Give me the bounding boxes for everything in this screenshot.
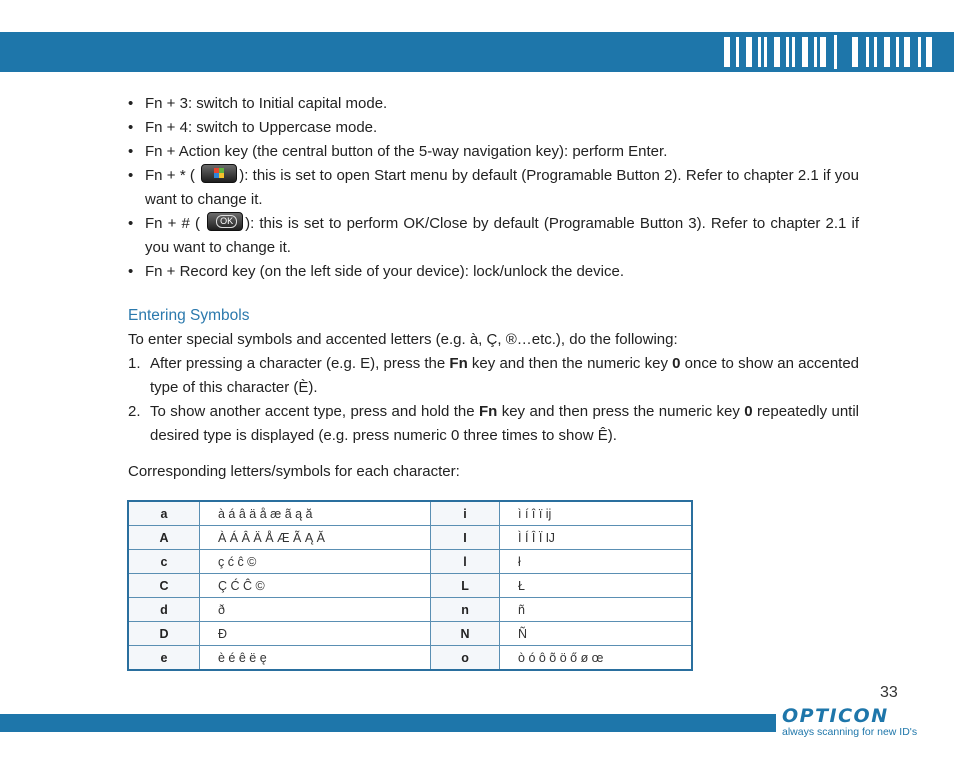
list-item: 1. After pressing a character (e.g. E), press the Fn key and then the numeric key 0 once to show an accented type of this character (È). (128, 355, 860, 396)
shortcut-list (128, 92, 859, 284)
table-row: A À Á Â Ä Å Æ Ã Ą Ă I Ì Í Î Ï Ĳ (128, 526, 692, 550)
page-content (128, 92, 859, 484)
table-row: C Ç Ć Ĉ © L Ł (128, 574, 692, 598)
table-row: c ç ć ĉ © l ł (128, 550, 692, 574)
footer-tagline: always scanning for new ID's (782, 726, 918, 738)
list-item: • Fn + Record key (on the left side of your device): lock/unlock the device. (128, 263, 624, 280)
start-button-icon (201, 164, 237, 183)
list-item: • Fn + Action key (the central button of the 5-way navigation key): perform Enter. (128, 143, 668, 160)
section-title: Entering Symbols (128, 307, 250, 324)
barcode-graphic (724, 35, 934, 69)
table-row: D Đ N Ñ (128, 622, 692, 646)
table-row: e è é ê ë ę o ò ó ô õ ö ő ø œ (128, 646, 692, 671)
list-item: • Fn + # ( OK ): this is set to perform OK/Close by default (Programable Button 3). Refer to chapter 2.1 if you want to change it. (128, 212, 859, 260)
list-item: 2. To show another accent type, press and hold the Fn key and then press the numeric key 0 repeatedly until desired type is displayed (e.g. press numeric 0 three times to show Ê). (128, 403, 859, 444)
symbols-table (127, 500, 693, 671)
table-row: a à á â ä å æ ã ą ă i ì í î ï ĳ (128, 501, 692, 526)
opticon-logo: OPTICON (782, 705, 889, 727)
ok-button-icon: OK (207, 212, 243, 231)
footer-bar (0, 714, 776, 732)
list-item: • Fn + * ( ): this is set to open Start menu by default (Programable Button 2). Refer to chapter 2.1 if you want to change it. (128, 164, 859, 212)
list-item: • Fn + 3: switch to Initial capital mode. (128, 95, 388, 112)
page-number: 33 (880, 684, 898, 701)
corresponding-label: Corresponding letters/symbols for each character: (128, 463, 460, 480)
list-item: • Fn + 4: switch to Uppercase mode. (128, 119, 378, 136)
steps-list (128, 352, 859, 448)
intro-text: To enter special symbols and accented letters (e.g. à, Ç, ®…etc.), do the following: (128, 331, 678, 348)
table-row: d ð n ñ (128, 598, 692, 622)
